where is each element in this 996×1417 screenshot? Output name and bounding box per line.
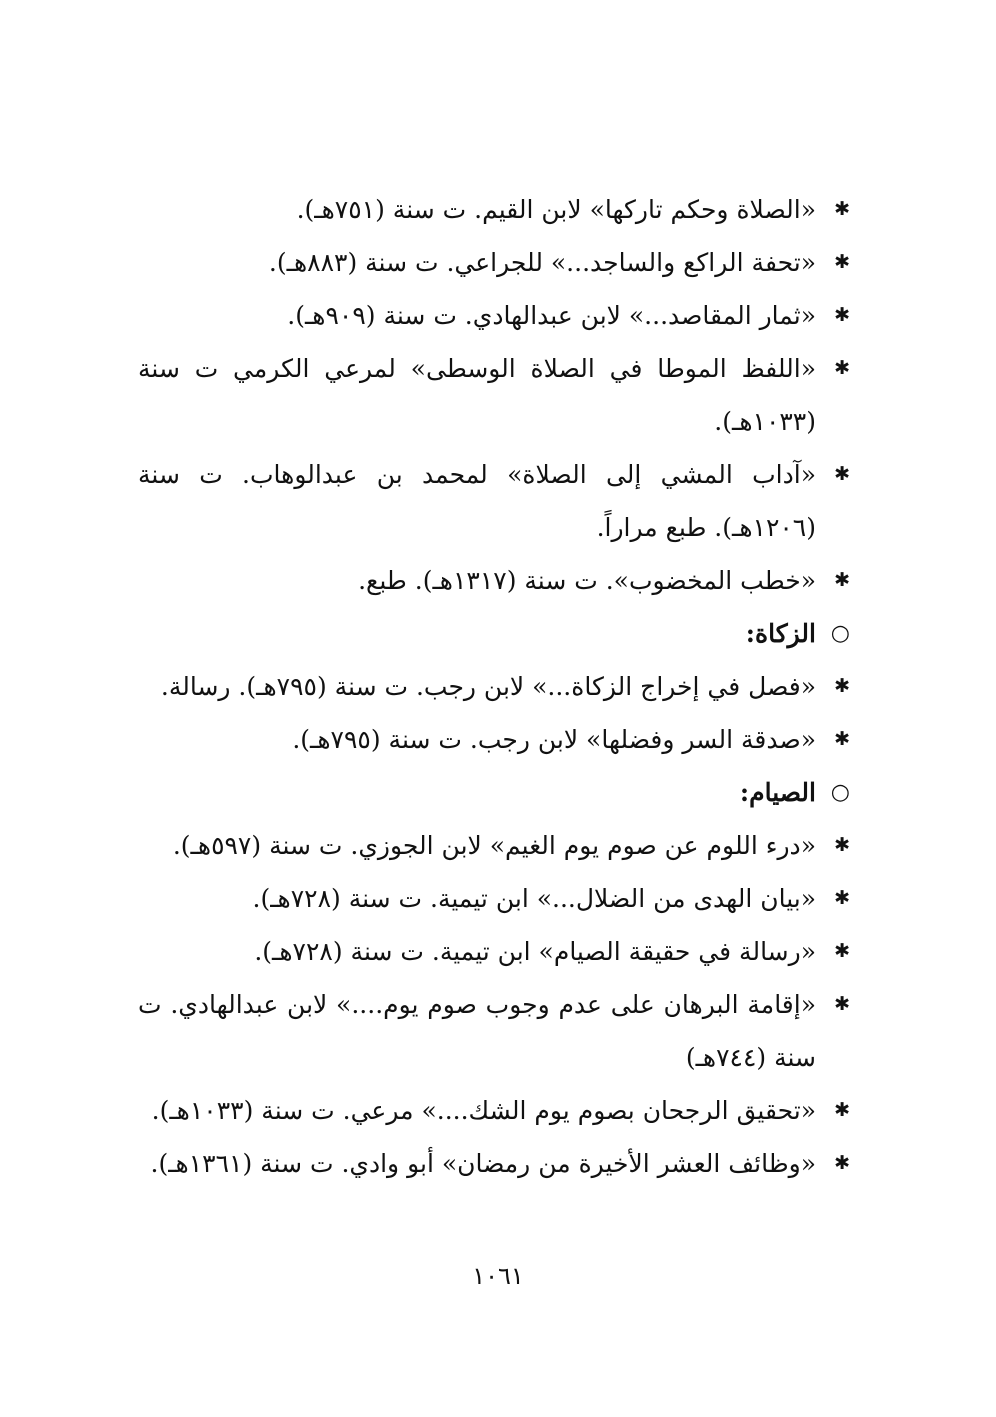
bibliography-entry [138, 289, 850, 342]
asterisk-bullet-icon: ✱ [834, 940, 850, 962]
entry-text: «صدقة السر وفضلها» لابن رجب. ت سنة (٧٩٥هـ). [292, 725, 816, 754]
entry-text: «ثمار المقاصد...» لابن عبدالهادي. ت سنة (٩٠٩هـ). [287, 301, 816, 330]
bibliography-entry [138, 183, 850, 236]
entry-text: «الصلاة وحكم تاركها» لابن القيم. ت سنة (٧٥١هـ). [296, 195, 816, 224]
entry-text: «تحفة الراكع والساجد...» للجراعي. ت سنة (٨٨٣هـ). [268, 248, 816, 277]
bibliography-entry [138, 342, 850, 448]
asterisk-bullet-icon: ✱ [834, 463, 850, 485]
asterisk-bullet-icon: ✱ [834, 1152, 850, 1174]
bibliography-entry [138, 554, 850, 607]
asterisk-bullet-icon: ✱ [834, 569, 850, 591]
entry-text: «فصل في إخراج الزكاة...» لابن رجب. ت سنة (٧٩٥هـ). رسالة. [160, 672, 816, 701]
entry-text: «آداب المشي إلى الصلاة» لمحمد بن عبدالوهاب. ت سنة (١٢٠٦هـ). طبع مراراً. [138, 460, 816, 542]
circle-bullet-icon: ○ [830, 621, 850, 646]
asterisk-bullet-icon: ✱ [834, 834, 850, 856]
bibliography-list [138, 183, 850, 1190]
asterisk-bullet-icon: ✱ [834, 993, 850, 1015]
entry-text: «درء اللوم عن صوم يوم الغيم» لابن الجوزي. ت سنة (٥٩٧هـ). [172, 831, 816, 860]
section-heading-title: الزكاة: [745, 619, 816, 648]
bibliography-entry [138, 660, 850, 713]
entry-text: «تحقيق الرجحان بصوم يوم الشك....» مرعي. ت سنة (١٠٣٣هـ). [151, 1096, 816, 1125]
bibliography-entry [138, 819, 850, 872]
entry-text: «خطب المخضوب». ت سنة (١٣١٧هـ). طبع. [358, 566, 816, 595]
asterisk-bullet-icon: ✱ [834, 357, 850, 379]
bibliography-entry [138, 1084, 850, 1137]
entry-text: «بيان الهدى من الضلال...» ابن تيمية. ت سنة (٧٢٨هـ). [252, 884, 816, 913]
bibliography-entry [138, 713, 850, 766]
asterisk-bullet-icon: ✱ [834, 1099, 850, 1121]
bibliography-entry [138, 925, 850, 978]
entry-text: «وظائف العشر الأخيرة من رمضان» أبو وادي. ت سنة (١٣٦١هـ). [150, 1149, 816, 1178]
section-heading-title: الصيام: [739, 778, 816, 807]
asterisk-bullet-icon: ✱ [834, 198, 850, 220]
bibliography-entry [138, 978, 850, 1084]
asterisk-bullet-icon: ✱ [834, 887, 850, 909]
entry-text: «إقامة البرهان على عدم وجوب صوم يوم....» لابن عبدالهادي. ت سنة (٧٤٤هـ) [138, 990, 816, 1072]
bibliography-entry [138, 448, 850, 554]
bibliography-entry [138, 872, 850, 925]
asterisk-bullet-icon: ✱ [834, 728, 850, 750]
bibliography-entry [138, 1137, 850, 1190]
asterisk-bullet-icon: ✱ [834, 251, 850, 273]
bibliography-entry [138, 236, 850, 289]
section-heading [138, 766, 850, 819]
asterisk-bullet-icon: ✱ [834, 675, 850, 697]
asterisk-bullet-icon: ✱ [834, 304, 850, 326]
circle-bullet-icon: ○ [830, 780, 850, 805]
entry-text: «اللفظ الموطا في الصلاة الوسطى» لمرعي الكرمي ت سنة (١٠٣٣هـ). [138, 354, 816, 436]
section-heading [138, 607, 850, 660]
page-number: ١٠٦١ [472, 1262, 524, 1290]
entry-text: «رسالة في حقيقة الصيام» ابن تيمية. ت سنة (٧٢٨هـ). [254, 937, 816, 966]
